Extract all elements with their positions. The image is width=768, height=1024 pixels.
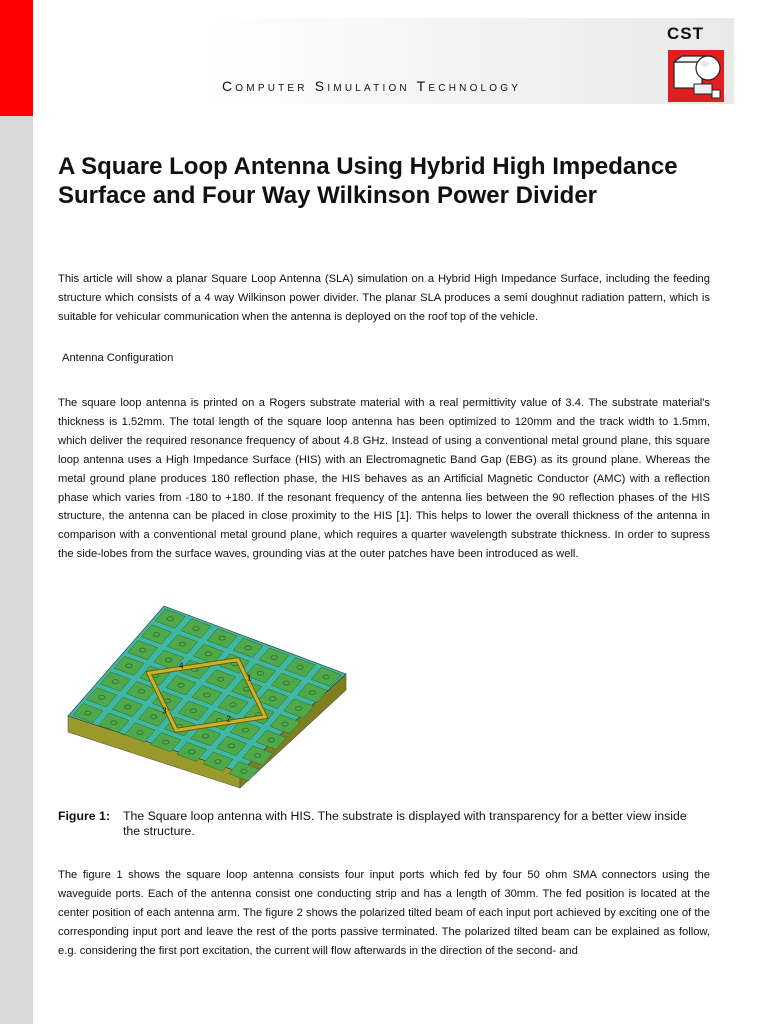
header-tagline: Computer Simulation Technology xyxy=(222,78,522,94)
caption-label: Figure 1: xyxy=(58,809,110,823)
port-label-2: 2 xyxy=(226,714,231,724)
port-label-1: 1 xyxy=(247,673,252,683)
cst-wordmark: CST xyxy=(667,24,704,43)
port-label-4: 4 xyxy=(179,661,184,671)
section-heading: Antenna Configuration xyxy=(62,352,174,364)
margin-gray-strip xyxy=(0,116,33,1024)
intro-paragraph: This article will show a planar Square Loop Antenna (SLA) simulation on a Hybrid High Impedance Surface, including the feeding structure which consists of a 4 way Wilkinson power divider. The planar SLA produces a semi doughnut radiation pattern, which is suitable for vehicular communication when the antenna is deployed on the roof top of the vehicle. xyxy=(58,273,710,323)
article-title: A Square Loop Antenna Using Hybrid High Impedance Surface and Four Way Wilkinson Power Divider xyxy=(58,153,678,209)
margin-red-strip xyxy=(0,0,33,116)
cst-cube-sphere-logo-icon xyxy=(668,50,724,102)
antenna-figure xyxy=(66,604,356,800)
caption-text: The Square loop antenna with HIS. The substrate is displayed with transparency for a better view inside the structure. xyxy=(123,809,687,838)
body-paragraph-1: The square loop antenna is printed on a Rogers substrate material with a real permittivity value of 3.4. The substrate material's thickness is 1.52mm. The total length of the square loop antenna has been optimized to 120mm and the track width to 1.5mm, which deliver the required resonance frequency of about 4.8 GHz. Instead of using a conventional metal ground plane, this square loop antenna uses a High Impedance Surface (HIS) with an Electromagnetic Band Gap (EBG) as its ground plane. Whereas the metal ground plane produces 180 reflection phase, the HIS behaves as an Artificial Magnetic Conductor (AMC) with a reflection phase which varies from -180 to +180. If the resonant frequency of the antenna lies between the 90 reflection phases of the HIS structure, the antenna can be placed in close proximity to the HIS [1]. This helps to lower the overall thickness of the antenna in comparison with a conventional metal ground plane, which requires a quarter wavelength substrate thickness. In order to supress the side-lobes from the surface waves, grounding vias at the outer patches have been introduced as well. xyxy=(58,397,710,561)
port-label-3: 3 xyxy=(162,706,167,716)
body-paragraph-2: The figure 1 shows the square loop antenna consists four input ports which fed by four 50 ohm SMA connectors using the waveguide ports. Each of the antenna consist one conducting strip and has a length of 30mm. The fed position is located at the center position of each antenna arm. The figure 2 shows the polarized tilted beam of each input port achieved by exciting one of the corresponding input port and leave the rest of the ports passive terminated. The polarized tilted beam can be explained as follow, e.g. considering the first port excitation, the current will flow afterwards in the direction of the second- and xyxy=(58,869,710,957)
